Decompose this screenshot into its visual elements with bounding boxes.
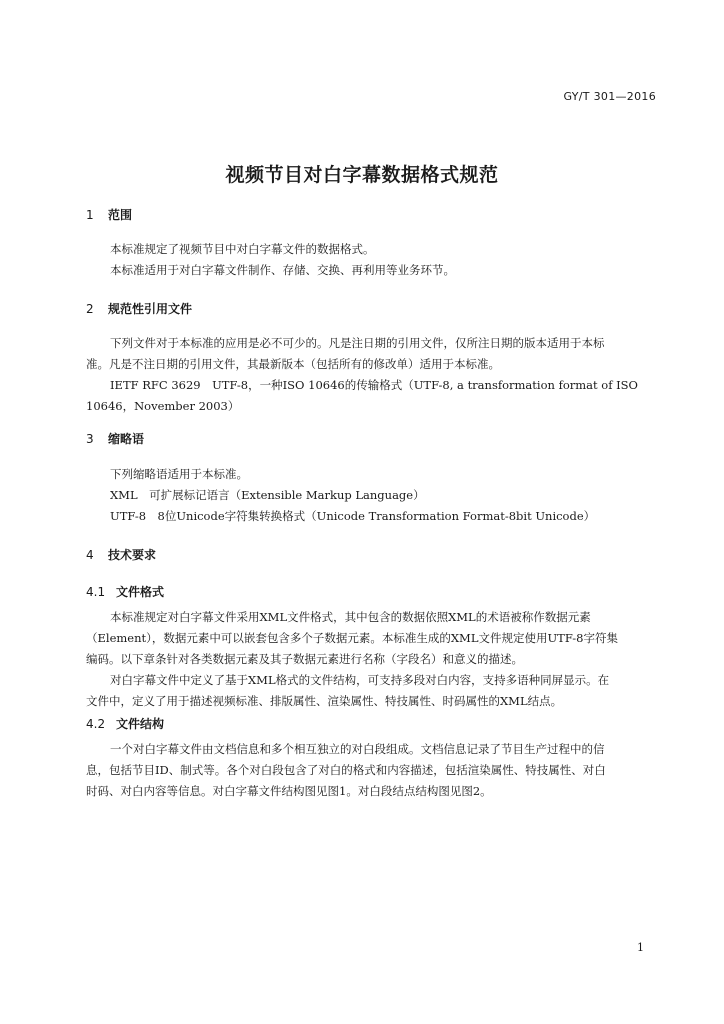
section-heading-1 xyxy=(86,206,132,223)
section-title: 文件结构 xyxy=(116,717,165,731)
section-1-body xyxy=(86,239,656,281)
paragraph-line: 10646，November 2003） xyxy=(86,399,240,413)
standard-number: GY/T 301—2016 xyxy=(563,90,656,103)
section-heading-2 xyxy=(86,300,192,317)
page-number: 1 xyxy=(637,941,644,954)
section-number: 3 xyxy=(86,432,94,446)
section-number: 4.1 xyxy=(86,585,106,599)
section-heading-4 xyxy=(86,546,156,563)
paragraph-line: IETF RFC 3629 UTF-8，一种ISO 10646的传输格式（UTF-8, a transformation format of ISO xyxy=(110,378,638,392)
document-title: 视频节目对白字幕数据格式规范 xyxy=(225,164,499,186)
section-number: 1 xyxy=(86,208,94,222)
section-heading-3 xyxy=(86,430,144,447)
abbreviation-xml: XML 可扩展标记语言（Extensible Markup Language） xyxy=(110,488,425,502)
section-heading-4-1 xyxy=(86,583,164,600)
paragraph-line: 息，包括节目ID、制式等。各个对白段包含了对白的格式和内容描述，包括渲染属性、特技属性、对白 xyxy=(86,763,606,777)
paragraph-line: 时码、对白内容等信息。对白字幕文件结构图见图1。对白段结点结构图见图2。 xyxy=(86,784,492,798)
section-2-body xyxy=(86,333,656,417)
paragraph-line: 本标准规定对白字幕文件采用XML文件格式，其中包含的数据依照XML的术语被称作数据元素 xyxy=(110,610,591,624)
section-number: 4.2 xyxy=(86,717,106,731)
section-4-1-body xyxy=(86,607,656,712)
paragraph-line: 文件中，定义了用于描述视频标准、排版属性、渲染属性、特技属性、时码属性的XML结点。 xyxy=(86,694,563,708)
section-title: 技术要求 xyxy=(108,548,157,562)
section-number: 4 xyxy=(86,548,94,562)
section-title: 文件格式 xyxy=(116,585,165,599)
paragraph-line: 下列缩略语适用于本标准。 xyxy=(110,467,248,481)
paragraph-line: 一个对白字幕文件由文档信息和多个相互独立的对白段组成。文档信息记录了节目生产过程中的信 xyxy=(110,742,605,756)
section-3-body xyxy=(86,464,656,527)
paragraph-line: 编码。以下章条针对各类数据元素及其子数据元素进行名称（字段名）和意义的描述。 xyxy=(86,652,523,666)
paragraph-line: 对白字幕文件中定义了基于XML格式的文件结构，可支持多段对白内容，支持多语种同屏显示。在 xyxy=(110,673,610,687)
section-title: 规范性引用文件 xyxy=(108,302,193,316)
paragraph-line: 下列文件对于本标准的应用是必不可少的。凡是注日期的引用文件，仅所注日期的版本适用于本标 xyxy=(110,336,605,350)
section-title: 范围 xyxy=(108,208,133,222)
section-number: 2 xyxy=(86,302,94,316)
abbreviation-utf8: UTF-8 8位Unicode字符集转换格式（Unicode Transformation Format-8bit Unicode） xyxy=(110,509,596,523)
paragraph-line: 准。凡是不注日期的引用文件，其最新版本（包括所有的修改单）适用于本标准。 xyxy=(86,357,500,371)
paragraph-line: 本标准适用于对白字幕文件制作、存储、交换、再利用等业务环节。 xyxy=(110,263,455,277)
paragraph-line: 本标准规定了视频节目中对白字幕文件的数据格式。 xyxy=(110,242,375,256)
section-heading-4-2 xyxy=(86,715,164,732)
paragraph-line: （Element），数据元素中可以嵌套包含多个子数据元素。本标准生成的XML文件规定使用UTF-8字符集 xyxy=(86,631,618,645)
section-4-2-body xyxy=(86,739,656,802)
section-title: 缩略语 xyxy=(108,432,145,446)
